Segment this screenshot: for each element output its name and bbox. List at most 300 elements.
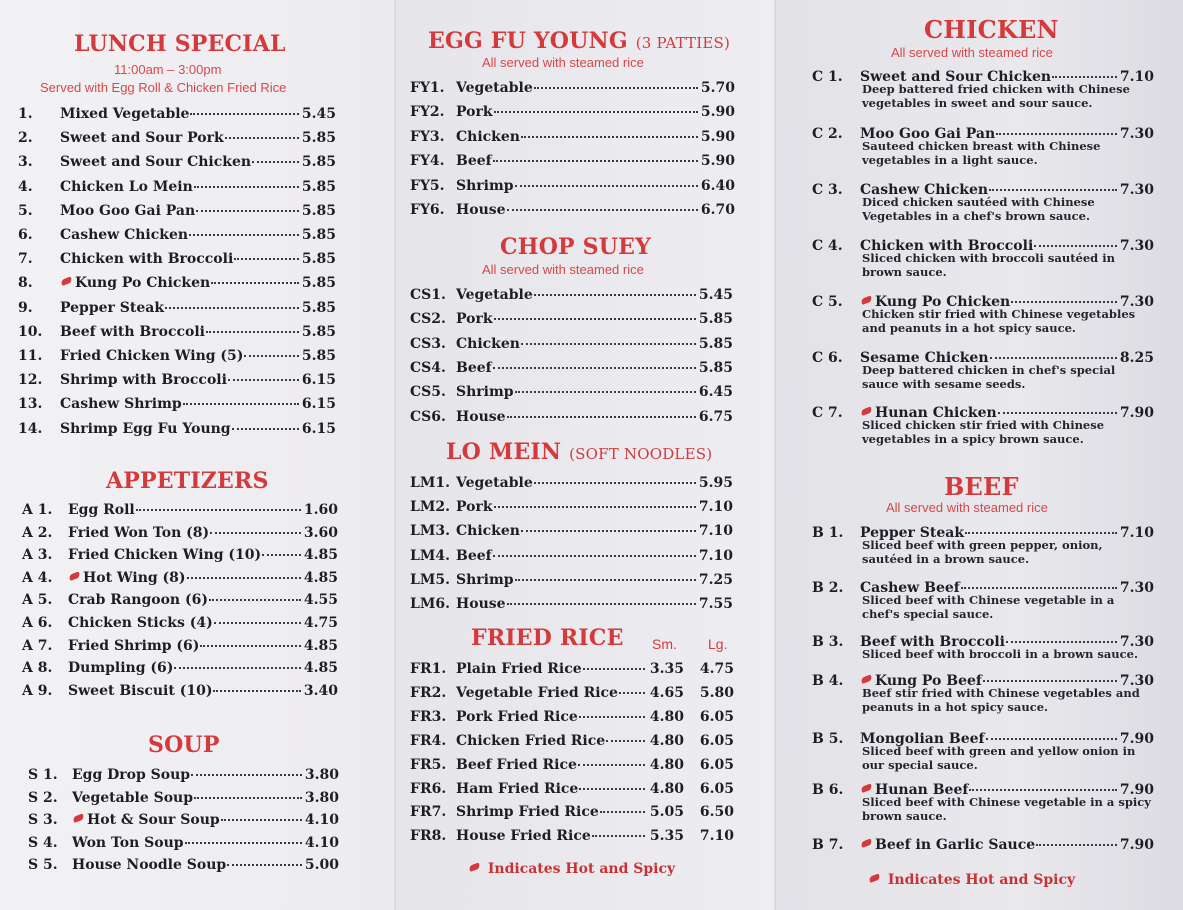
item-price: 5.85 bbox=[698, 311, 733, 328]
dot-leader bbox=[583, 656, 645, 670]
item-price: 7.10 bbox=[698, 547, 733, 564]
item-code: B 6. bbox=[812, 782, 844, 798]
item-code: S 3. bbox=[28, 812, 58, 828]
item-code: B 7. bbox=[812, 837, 844, 853]
item-name: Beef in Garlic Sauce bbox=[875, 837, 1036, 853]
item-name: House bbox=[456, 408, 506, 425]
item-description: Sauteed chicken breast with Chinese bbox=[862, 139, 1101, 153]
item-price: 7.30 bbox=[1119, 126, 1154, 142]
item-code: FY4. bbox=[410, 153, 445, 170]
menu-item-row bbox=[22, 500, 338, 518]
fried-rice-small-label: Sm. bbox=[652, 636, 677, 652]
item-code: FY3. bbox=[410, 128, 445, 145]
item-name: Kung Po Chicken bbox=[875, 294, 1011, 310]
dot-leader bbox=[214, 610, 301, 624]
item-name: House Noodle Soup bbox=[72, 857, 227, 873]
item-price: 6.75 bbox=[698, 408, 733, 425]
menu-item-row bbox=[18, 322, 336, 340]
item-description: Vegetables in a chef's brown sauce. bbox=[862, 208, 1090, 223]
item-price: 1.60 bbox=[303, 502, 338, 518]
chop-suey-note: All served with steamed rice bbox=[482, 262, 644, 277]
item-code: CS5. bbox=[410, 384, 446, 401]
egg-fu-young-title-small: (3 PATTIES) bbox=[635, 34, 731, 52]
dot-leader bbox=[507, 591, 696, 605]
item-code: FR8. bbox=[410, 828, 447, 845]
dot-leader bbox=[983, 668, 1117, 682]
section-title-appetizers: APPETIZERS bbox=[106, 468, 269, 494]
item-code: S 2. bbox=[28, 789, 58, 806]
menu-item-row bbox=[28, 855, 339, 873]
item-code: CS3. bbox=[410, 335, 446, 352]
menu-item-row bbox=[22, 568, 338, 586]
item-description: Beef stir fried with Chinese vegetables and bbox=[862, 686, 1140, 700]
menu-item-row bbox=[410, 659, 734, 677]
lo-mein-title-text: LO MEIN bbox=[446, 439, 562, 465]
dot-leader bbox=[209, 587, 301, 601]
menu-item-row bbox=[18, 201, 336, 219]
item-code: B 3. bbox=[812, 634, 844, 650]
menu-item-row bbox=[410, 334, 733, 352]
item-code: A 9. bbox=[22, 682, 53, 699]
item-price: 6.45 bbox=[698, 384, 733, 401]
dot-leader bbox=[262, 542, 301, 556]
item-name: Fried Shrimp (6) bbox=[68, 637, 200, 654]
item-name: Sesame Chicken bbox=[860, 350, 989, 366]
item-price: 7.10 bbox=[1119, 69, 1154, 85]
item-price: 4.65 bbox=[649, 684, 684, 701]
section-title-fried-rice: FRIED RICE bbox=[471, 625, 624, 651]
item-price: 3.80 bbox=[304, 789, 339, 806]
menu-item-row bbox=[28, 788, 339, 806]
section-title-beef: BEEF bbox=[944, 472, 1019, 501]
section-title-chicken: CHICKEN bbox=[924, 15, 1059, 44]
item-code: B 2. bbox=[812, 580, 844, 596]
item-price: 8.25 bbox=[1119, 350, 1154, 366]
menu-item-row bbox=[18, 370, 336, 388]
item-price: 6.15 bbox=[301, 420, 336, 437]
item-name: Beef Fried Rice bbox=[456, 756, 577, 773]
item-price: 5.85 bbox=[301, 299, 336, 316]
item-name: Ham Fried Rice bbox=[456, 780, 579, 797]
dot-leader bbox=[494, 494, 696, 508]
dot-leader bbox=[989, 177, 1117, 191]
item-description: Sliced beef with Chinese vegetable in a spicy bbox=[862, 795, 1151, 809]
item-description: vegetables in a light sauce. bbox=[862, 152, 1038, 167]
menu-item-row bbox=[410, 200, 735, 218]
spicy-footnote-text: Indicates Hot and Spicy bbox=[887, 872, 1076, 888]
dot-leader bbox=[221, 807, 302, 821]
item-price: 7.30 bbox=[1119, 634, 1154, 650]
item-price: 5.85 bbox=[301, 323, 336, 340]
item-price: 6.15 bbox=[301, 372, 336, 389]
item-price: 5.85 bbox=[301, 202, 336, 219]
item-price: 3.40 bbox=[303, 682, 338, 699]
dot-leader bbox=[136, 497, 301, 511]
menu-item-row bbox=[410, 683, 734, 701]
item-price: 4.80 bbox=[649, 708, 684, 725]
item-price: 6.40 bbox=[700, 177, 735, 194]
item-code: C 4. bbox=[812, 238, 843, 254]
item-price: 7.90 bbox=[1119, 837, 1154, 853]
item-name: Moo Goo Gai Pan bbox=[60, 202, 196, 219]
dot-leader bbox=[521, 518, 696, 532]
item-code: 11. bbox=[18, 348, 43, 364]
menu-item-row bbox=[22, 658, 338, 676]
item-code: A 4. bbox=[22, 569, 53, 586]
item-name: Chicken Lo Mein bbox=[60, 178, 193, 195]
item-name: Chicken with Broccoli bbox=[60, 251, 234, 268]
menu-item-row bbox=[410, 151, 735, 169]
item-name: Hot & Sour Soup bbox=[87, 812, 220, 828]
item-code: 9. bbox=[18, 299, 33, 316]
item-price: 4.80 bbox=[649, 732, 684, 749]
dot-leader bbox=[515, 379, 696, 393]
menu-item-row bbox=[18, 346, 336, 364]
item-code: LM2. bbox=[410, 499, 450, 516]
item-code: A 6. bbox=[22, 615, 53, 631]
menu-item-row bbox=[18, 128, 336, 146]
hot-pepper-icon bbox=[860, 295, 872, 304]
item-code: 4. bbox=[18, 178, 33, 195]
hot-pepper-icon bbox=[468, 862, 480, 871]
item-price: 5.05 bbox=[649, 804, 684, 821]
section-title-soup: SOUP bbox=[148, 732, 220, 758]
item-code: FR7. bbox=[410, 804, 447, 821]
item-code: FY2. bbox=[410, 104, 445, 121]
dot-leader bbox=[190, 101, 299, 115]
item-code: 10. bbox=[18, 323, 43, 340]
item-name: Egg Drop Soup bbox=[72, 767, 191, 783]
item-name: Cashew Beef bbox=[860, 580, 960, 596]
item-price: 5.85 bbox=[301, 275, 336, 292]
section-title-chop-suey: CHOP SUEY bbox=[500, 234, 652, 260]
item-code: FR1. bbox=[410, 661, 447, 677]
item-name: Crab Rangoon (6) bbox=[68, 592, 208, 609]
item-code: LM4. bbox=[410, 547, 450, 564]
menu-item-row bbox=[18, 273, 336, 291]
item-description: sauce with sesame seeds. bbox=[862, 376, 1026, 391]
dot-leader bbox=[592, 823, 645, 837]
item-name: Sweet and Sour Pork bbox=[60, 130, 224, 147]
item-price: 7.10 bbox=[698, 523, 733, 540]
dot-leader bbox=[206, 319, 299, 333]
item-code: S 5. bbox=[28, 857, 58, 873]
menu-item-row bbox=[28, 810, 339, 828]
item-code: 5. bbox=[18, 202, 33, 219]
item-description: vegetables in a spicy brown sauce. bbox=[862, 431, 1084, 446]
dot-leader bbox=[187, 565, 301, 579]
menu-item-row bbox=[18, 249, 336, 267]
menu-item-row bbox=[18, 419, 336, 437]
menu-item-row bbox=[22, 636, 338, 654]
hot-pepper-icon bbox=[860, 838, 872, 847]
item-name: Beef bbox=[456, 359, 492, 376]
menu-item-row bbox=[410, 731, 734, 749]
item-price: 4.75 bbox=[303, 615, 338, 631]
section-title-lunch-special: LUNCH SPECIAL bbox=[74, 31, 286, 57]
item-name: Pork bbox=[456, 311, 493, 328]
panel-fold bbox=[394, 0, 396, 910]
egg-fu-young-note: All served with steamed rice bbox=[482, 55, 644, 70]
menu-item-row bbox=[22, 613, 338, 631]
menu-item-row bbox=[410, 176, 735, 194]
item-price: 6.05 bbox=[699, 756, 734, 773]
hot-pepper-icon bbox=[860, 406, 872, 415]
hot-pepper-icon bbox=[860, 674, 872, 683]
item-description: and peanuts in a hot spicy sauce. bbox=[862, 320, 1076, 335]
item-price: 6.05 bbox=[699, 732, 734, 749]
menu-item-row bbox=[410, 358, 733, 376]
item-code: 14. bbox=[18, 420, 43, 437]
item-code: 1. bbox=[18, 106, 33, 122]
item-name: Hot Wing (8) bbox=[83, 569, 186, 586]
menu-item-row bbox=[22, 590, 338, 608]
dot-leader bbox=[225, 125, 299, 139]
menu-item-row bbox=[22, 545, 338, 563]
item-description: Sliced beef with green pepper, onion, bbox=[862, 538, 1103, 552]
dot-leader bbox=[252, 149, 299, 163]
item-price: 5.85 bbox=[301, 154, 336, 171]
spicy-footnote-middle bbox=[468, 861, 675, 877]
menu-item-row bbox=[410, 309, 733, 327]
item-name: Fried Chicken Wing (10) bbox=[68, 547, 262, 564]
item-price: 5.90 bbox=[700, 153, 735, 170]
item-code: 3. bbox=[18, 154, 33, 171]
item-code: LM5. bbox=[410, 571, 450, 588]
item-description: Deep battered chicken in chef's special bbox=[862, 363, 1116, 377]
item-name: Mongolian Beef bbox=[860, 731, 985, 747]
menu-item-row bbox=[18, 104, 336, 122]
menu-item-row bbox=[410, 779, 734, 797]
item-price: 6.15 bbox=[301, 396, 336, 413]
menu-item-row bbox=[410, 473, 733, 491]
dot-leader bbox=[1052, 64, 1117, 78]
dot-leader bbox=[507, 404, 696, 418]
dot-leader bbox=[1006, 629, 1117, 643]
item-price: 7.90 bbox=[1119, 405, 1154, 421]
item-name: Shrimp bbox=[456, 177, 514, 194]
dot-leader bbox=[493, 543, 696, 557]
item-price: 4.85 bbox=[303, 547, 338, 564]
lunch-note: Served with Egg Roll & Chicken Fried Rice bbox=[40, 80, 287, 95]
item-name: Vegetable Fried Rice bbox=[456, 684, 618, 701]
item-description: peanuts in a hot spicy sauce. bbox=[862, 699, 1049, 714]
item-code: 7. bbox=[18, 251, 33, 268]
item-name: Chicken bbox=[456, 128, 520, 145]
item-code: 12. bbox=[18, 372, 43, 389]
hot-pepper-icon bbox=[60, 277, 72, 286]
dot-leader bbox=[191, 762, 302, 776]
item-code: B 5. bbox=[812, 731, 844, 747]
dot-leader bbox=[986, 726, 1117, 740]
item-price: 6.50 bbox=[699, 804, 734, 821]
item-price: 5.85 bbox=[698, 359, 733, 376]
item-description: sautéed in a brown sauce. bbox=[862, 551, 1030, 566]
egg-fu-young-title-text: EGG FU YOUNG bbox=[428, 28, 628, 54]
item-name: Kung Po Beef bbox=[875, 673, 982, 689]
dot-leader bbox=[521, 331, 696, 345]
item-name: Moo Goo Gai Pan bbox=[860, 126, 996, 142]
item-name: Fried Won Ton (8) bbox=[68, 524, 210, 541]
item-code: A 7. bbox=[22, 637, 53, 654]
item-code: FY1. bbox=[410, 80, 445, 96]
item-name: Pork bbox=[456, 499, 493, 516]
item-price: 5.85 bbox=[698, 335, 733, 352]
item-description: Chicken stir fried with Chinese vegetables bbox=[862, 307, 1136, 321]
item-name: House bbox=[456, 202, 506, 218]
menu-item-row bbox=[410, 382, 733, 400]
dot-leader bbox=[619, 680, 645, 694]
item-name: Cashew Shrimp bbox=[60, 396, 182, 413]
item-name: Vegetable bbox=[456, 475, 533, 491]
dot-leader bbox=[494, 306, 696, 320]
item-description: chef's special sauce. bbox=[862, 606, 994, 621]
dot-leader bbox=[600, 799, 645, 813]
menu-item-row bbox=[18, 152, 336, 170]
item-price: 4.85 bbox=[303, 660, 338, 677]
item-price: 6.70 bbox=[700, 202, 735, 218]
item-name: Beef bbox=[456, 153, 492, 170]
item-code: FY5. bbox=[410, 177, 445, 194]
dot-leader bbox=[232, 416, 299, 430]
dot-leader bbox=[165, 295, 299, 309]
item-description: brown sauce. bbox=[862, 264, 947, 279]
item-name: Vegetable bbox=[456, 80, 533, 96]
item-price: 7.30 bbox=[1119, 580, 1154, 596]
item-price: 4.10 bbox=[304, 812, 339, 828]
beef-note: All served with steamed rice bbox=[886, 500, 1048, 515]
dot-leader bbox=[185, 830, 302, 844]
dot-leader bbox=[1011, 289, 1117, 303]
item-code: A 8. bbox=[22, 660, 53, 677]
dot-leader bbox=[534, 282, 696, 296]
item-name: Kung Po Chicken bbox=[75, 275, 211, 292]
dot-leader bbox=[961, 575, 1117, 589]
item-name: Shrimp bbox=[456, 571, 514, 588]
item-code: LM3. bbox=[410, 523, 450, 540]
item-code: CS6. bbox=[410, 408, 446, 425]
item-price: 5.85 bbox=[301, 178, 336, 195]
dot-leader bbox=[998, 400, 1117, 414]
item-code: S 1. bbox=[28, 767, 58, 783]
item-code: C 3. bbox=[812, 182, 843, 198]
menu-item-row bbox=[410, 497, 733, 515]
item-price: 5.90 bbox=[700, 104, 735, 121]
item-name: House Fried Rice bbox=[456, 828, 591, 845]
item-price: 7.10 bbox=[698, 499, 733, 516]
item-price: 5.95 bbox=[698, 475, 733, 491]
item-name: Egg Roll bbox=[68, 502, 135, 518]
dot-leader bbox=[183, 391, 299, 405]
item-name: Shrimp Fried Rice bbox=[456, 804, 599, 821]
dot-leader bbox=[1036, 832, 1117, 846]
spicy-footnote-right bbox=[868, 872, 1075, 888]
item-name: Cashew Chicken bbox=[60, 227, 189, 243]
item-name: Won Ton Soup bbox=[72, 834, 184, 851]
menu-item-row bbox=[410, 826, 734, 844]
item-name: Fried Chicken Wing (5) bbox=[60, 348, 244, 364]
dot-leader bbox=[493, 355, 696, 369]
item-description: Sliced chicken stir fried with Chinese bbox=[862, 418, 1105, 432]
item-name: Shrimp bbox=[456, 384, 514, 401]
item-name: Chicken with Broccoli bbox=[860, 238, 1034, 254]
item-code: 13. bbox=[18, 396, 43, 413]
item-name: Chicken Sticks (4) bbox=[68, 615, 213, 631]
menu-item-row bbox=[410, 127, 735, 145]
dot-leader bbox=[244, 343, 299, 357]
item-price: 3.80 bbox=[304, 767, 339, 783]
item-price: 7.10 bbox=[1119, 525, 1154, 541]
item-name: Vegetable bbox=[456, 287, 533, 303]
item-name: Chicken bbox=[456, 335, 520, 352]
item-code: A 2. bbox=[22, 524, 53, 541]
hot-pepper-icon bbox=[72, 813, 84, 822]
item-price: 7.55 bbox=[698, 596, 733, 612]
menu-item-row bbox=[410, 802, 734, 820]
dot-leader bbox=[189, 222, 299, 236]
dot-leader bbox=[515, 173, 698, 187]
item-code: A 5. bbox=[22, 592, 53, 609]
item-name: Shrimp Egg Fu Young bbox=[60, 420, 231, 437]
item-code: B 4. bbox=[812, 673, 844, 689]
section-title-egg-fu-young bbox=[428, 28, 730, 54]
dot-leader bbox=[965, 520, 1117, 534]
menu-item-row bbox=[410, 546, 733, 564]
item-price: 5.45 bbox=[698, 287, 733, 303]
dot-leader bbox=[228, 367, 299, 381]
lunch-hours: 11:00am – 3:00pm bbox=[114, 62, 222, 77]
item-name: Beef bbox=[456, 547, 492, 564]
dot-leader bbox=[210, 520, 301, 534]
item-description: Deep battered fried chicken with Chinese bbox=[862, 82, 1130, 96]
item-price: 5.85 bbox=[301, 130, 336, 147]
item-name: Pepper Steak bbox=[860, 525, 965, 541]
dot-leader bbox=[196, 198, 299, 212]
dot-leader bbox=[578, 752, 645, 766]
dot-leader bbox=[521, 124, 698, 138]
item-name: Vegetable Soup bbox=[72, 789, 194, 806]
item-code: C 1. bbox=[812, 69, 843, 85]
item-code: LM6. bbox=[410, 596, 450, 612]
item-description: Sliced beef with Chinese vegetable in a bbox=[862, 593, 1115, 607]
item-price: 5.45 bbox=[301, 106, 336, 122]
item-price: 7.30 bbox=[1119, 294, 1154, 310]
item-code: CS2. bbox=[410, 311, 446, 328]
item-price: 7.90 bbox=[1119, 731, 1154, 747]
item-price: 4.80 bbox=[649, 780, 684, 797]
item-price: 3.60 bbox=[303, 524, 338, 541]
item-name: Hunan Beef bbox=[875, 782, 969, 798]
item-name: Sweet and Sour Chicken bbox=[60, 154, 252, 171]
menu-item-row bbox=[18, 298, 336, 316]
item-price: 5.85 bbox=[301, 251, 336, 268]
item-name: Sweet and Sour Chicken bbox=[860, 69, 1052, 85]
dot-leader bbox=[211, 270, 299, 284]
menu-item-row bbox=[812, 835, 1154, 853]
item-name: Pork bbox=[456, 104, 493, 121]
menu-item-row bbox=[410, 521, 733, 539]
item-price: 5.80 bbox=[699, 684, 734, 701]
item-code: CS1. bbox=[410, 287, 446, 303]
item-name: Dumpling (6) bbox=[68, 660, 174, 677]
dot-leader bbox=[1034, 233, 1117, 247]
dot-leader bbox=[606, 728, 645, 742]
item-code: 8. bbox=[18, 275, 33, 292]
item-price: 5.35 bbox=[649, 828, 684, 845]
item-code: C 6. bbox=[812, 350, 843, 366]
item-name: Beef with Broccoli bbox=[60, 323, 206, 340]
dot-leader bbox=[534, 75, 698, 89]
